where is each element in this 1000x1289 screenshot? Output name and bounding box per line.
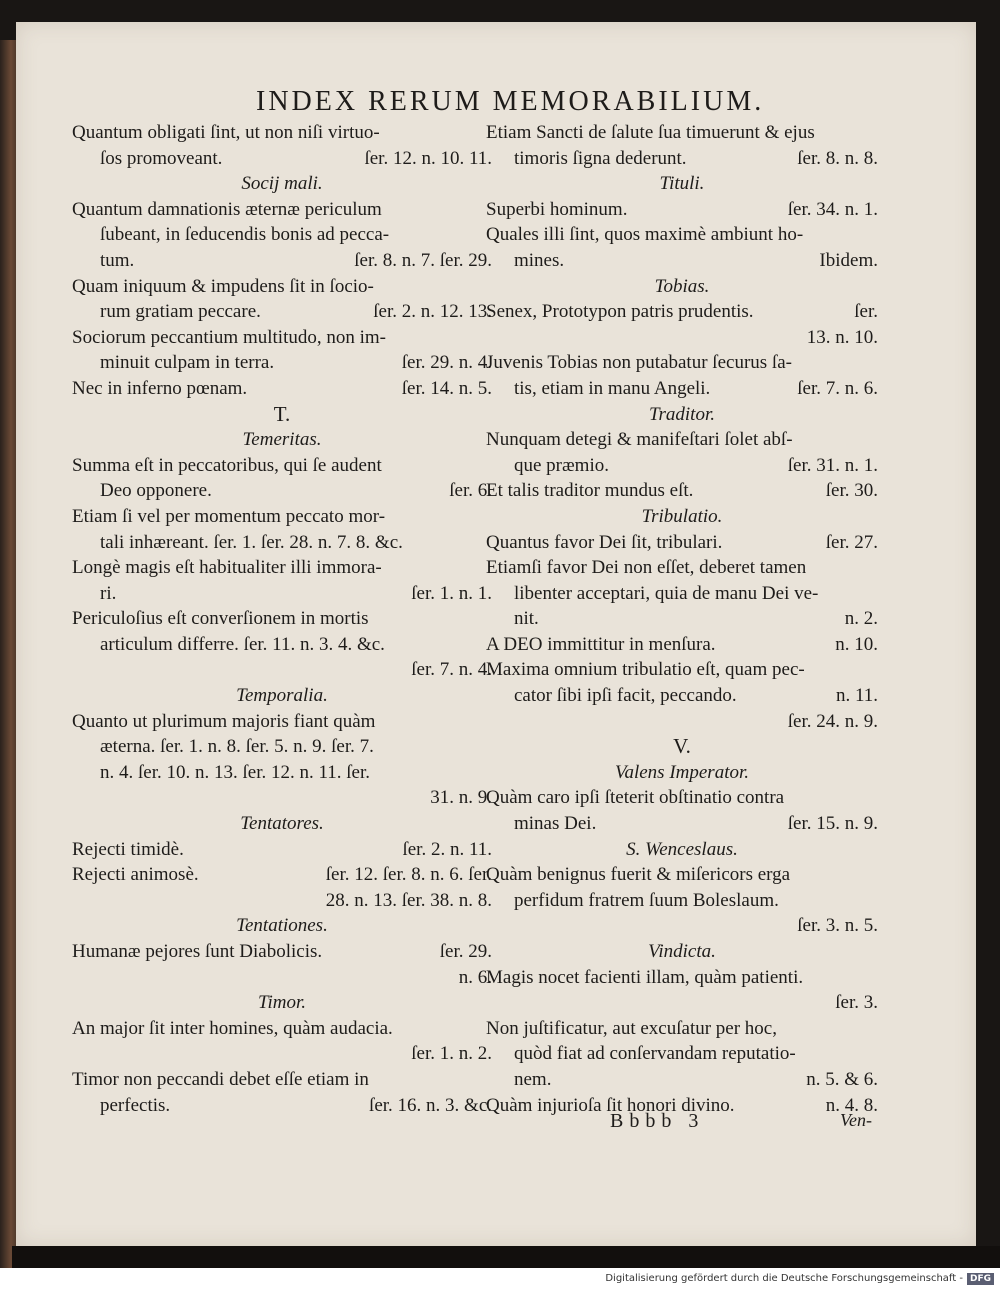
entry-reference: ſer. 6. bbox=[449, 480, 492, 502]
entry-continuation bbox=[486, 248, 878, 274]
entry-continuation bbox=[72, 299, 492, 325]
entry-continuation bbox=[72, 478, 492, 504]
index-entry bbox=[72, 453, 492, 479]
entry-text: Quantum damnationis æternæ periculum bbox=[72, 198, 382, 220]
section-letter: V. bbox=[673, 734, 691, 759]
book-bottom-edge bbox=[12, 1246, 1000, 1268]
index-entry bbox=[72, 197, 492, 223]
entry-text: n. 4. ſer. 10. n. 13. ſer. 12. n. 11. ſer. bbox=[100, 761, 371, 783]
entry-reference: ſer. 14. n. 5. bbox=[401, 377, 492, 399]
index-entry bbox=[72, 837, 492, 863]
entry-reference: n. 2. bbox=[844, 608, 878, 630]
entry-text: Maxima omnium tribulatio eſt, quam pec- bbox=[486, 659, 805, 681]
entry-continuation bbox=[72, 146, 492, 172]
index-heading: Vindicta. bbox=[648, 941, 716, 962]
entry-text: ri. bbox=[100, 582, 117, 604]
entry-text: Quantus favor Dei ſit, tribulari. bbox=[486, 531, 723, 553]
digitization-notice bbox=[0, 1268, 1000, 1289]
entry-text: Quàm benignus fuerit & miſericors erga bbox=[486, 864, 791, 886]
index-entry bbox=[486, 325, 878, 351]
entry-text: Summa eſt in peccatoribus, qui ſe audent bbox=[72, 454, 382, 476]
index-column-left bbox=[72, 120, 492, 1118]
digitization-text: Digitalisierung gefördert durch die Deutsche Forschungsgemeinschaft - bbox=[605, 1273, 963, 1284]
entry-continuation bbox=[486, 811, 878, 837]
entry-text: Magis nocet facienti illam, quàm patienti. bbox=[486, 966, 804, 988]
entry-text: Juvenis Tobias non putabatur ſecurus ſa- bbox=[486, 352, 792, 374]
entry-continuation bbox=[486, 683, 878, 709]
index-entry bbox=[72, 120, 492, 146]
entry-reference: n. 10. bbox=[835, 633, 878, 655]
index-heading: Valens Imperator. bbox=[614, 761, 750, 783]
index-heading: Tobias. bbox=[654, 275, 710, 297]
entry-continuation bbox=[486, 453, 878, 479]
entry-continuation bbox=[72, 734, 492, 760]
entry-continuation bbox=[486, 1067, 878, 1093]
index-heading: Tribulatio. bbox=[641, 505, 723, 527]
entry-reference: ſer. 7. n. 4. bbox=[411, 659, 492, 681]
entry-text: Longè magis eſt habitualiter illi immora- bbox=[72, 557, 382, 579]
entry-continuation bbox=[72, 248, 492, 274]
entry-text: tum. bbox=[100, 249, 135, 271]
entry-reference: n. 5. & 6. bbox=[806, 1068, 878, 1090]
index-entry bbox=[486, 913, 878, 939]
index-entry bbox=[486, 1016, 878, 1042]
index-entry bbox=[72, 939, 492, 965]
entry-text: perfectis. bbox=[100, 1094, 171, 1116]
index-entry bbox=[72, 709, 492, 735]
entry-reference: ſer. 1. n. 2. bbox=[411, 1043, 492, 1065]
entry-continuation bbox=[486, 1041, 878, 1067]
entry-text: libenter acceptari, quia de manu Dei ve- bbox=[514, 582, 819, 604]
entry-text: Nec in inferno pœnam. bbox=[72, 377, 248, 399]
entry-text: Periculoſius eſt converſionem in mortis bbox=[72, 608, 369, 630]
index-entry bbox=[486, 478, 878, 504]
index-entry bbox=[486, 555, 878, 581]
entry-text: Quanto ut plurimum majoris fiant quàm bbox=[72, 710, 376, 732]
entry-text: minas Dei. bbox=[514, 813, 597, 835]
entry-text: An major ſit inter homines, quàm audacia. bbox=[72, 1017, 393, 1039]
entry-text: Quantum obligati ſint, ut non niſi virtuo- bbox=[72, 122, 380, 143]
entry-text: Rejecti animosè. bbox=[72, 864, 199, 886]
entry-reference: ſer. 30. bbox=[825, 480, 878, 502]
index-entry bbox=[486, 709, 878, 735]
index-entry bbox=[486, 530, 878, 556]
entry-text: Senex, Prototypon patris prudentis. bbox=[486, 301, 754, 323]
entry-text: articulum differre. ſer. 11. n. 3. 4. &c. bbox=[100, 633, 385, 655]
entry-continuation bbox=[72, 760, 492, 786]
index-entry bbox=[72, 274, 492, 300]
index-heading: Traditor. bbox=[648, 403, 715, 425]
entry-continuation bbox=[72, 632, 492, 658]
entry-continuation bbox=[72, 222, 492, 248]
index-heading: Tentatores. bbox=[240, 813, 324, 835]
entry-reference: ſer. 24. n. 9. bbox=[787, 710, 878, 732]
entry-continuation bbox=[486, 581, 878, 607]
entry-reference: n. 4. 8. bbox=[825, 1094, 878, 1116]
signature-mark: Bbbb 3 bbox=[610, 1110, 705, 1132]
entry-continuation bbox=[72, 581, 492, 607]
entry-text: cator ſibi ipſi facit, peccando. bbox=[514, 685, 737, 707]
index-entry bbox=[486, 197, 878, 223]
entry-text: nem. bbox=[514, 1068, 552, 1090]
entry-text: Etiamſi favor Dei non eſſet, deberet tamen bbox=[486, 557, 807, 579]
index-entry bbox=[486, 785, 878, 811]
entry-reference: ſer. 3. bbox=[835, 992, 878, 1014]
entry-reference: ſer. 16. n. 3. &c. bbox=[369, 1094, 492, 1116]
entry-reference: ſer. 29. bbox=[439, 941, 492, 962]
entry-reference: ſer. 15. n. 9. bbox=[787, 813, 878, 835]
entry-reference: ſer. 2. n. 12. 13. bbox=[373, 301, 492, 323]
running-head: INDEX RERUM MEMORABILIUM. bbox=[256, 86, 765, 117]
entry-text: perfidum fratrem ſuum Boleslaum. bbox=[514, 889, 779, 911]
entry-text: Humanæ pejores ſunt Diabolicis. bbox=[72, 941, 323, 962]
entry-text: Timor non peccandi debet eſſe etiam in bbox=[72, 1068, 369, 1090]
entry-continuation bbox=[486, 376, 878, 402]
entry-continuation bbox=[72, 530, 492, 556]
entry-reference: Ibidem. bbox=[819, 249, 878, 271]
entry-reference: ſer. 8. n. 8. bbox=[797, 147, 878, 169]
index-entry bbox=[72, 606, 492, 632]
entry-text: Deo opponere. bbox=[100, 480, 212, 502]
entry-reference: ſer. 27. bbox=[825, 531, 878, 553]
entry-text: quòd fiat ad conſervandam reputatio- bbox=[514, 1043, 796, 1065]
entry-reference: n. 6. bbox=[458, 966, 492, 988]
entry-text: æterna. ſer. 1. n. 8. ſer. 5. n. 9. ſer. 7. bbox=[100, 736, 374, 758]
entry-reference: 13. n. 10. bbox=[806, 326, 878, 348]
entry-text: minuit culpam in terra. bbox=[100, 352, 275, 374]
index-entry bbox=[72, 1067, 492, 1093]
index-heading: Timor. bbox=[257, 992, 307, 1014]
entry-reference: n. 11. bbox=[835, 685, 878, 707]
entry-reference: ſer. 7. n. 6. bbox=[797, 377, 878, 399]
index-heading: Tituli. bbox=[659, 173, 705, 195]
index-entry bbox=[486, 427, 878, 453]
entry-reference: ſer. 1. n. 1. bbox=[411, 582, 492, 604]
index-entry bbox=[72, 965, 492, 991]
entry-reference: ſer. 34. n. 1. bbox=[787, 198, 878, 220]
entry-text: timoris ſigna dederunt. bbox=[514, 147, 687, 169]
index-entry bbox=[72, 862, 492, 888]
index-entry bbox=[486, 990, 878, 1016]
index-entry bbox=[486, 862, 878, 888]
index-heading: S. Wenceslaus. bbox=[626, 838, 738, 860]
index-entry bbox=[72, 1016, 492, 1042]
entry-continuation bbox=[72, 1093, 492, 1119]
entry-text: mines. bbox=[514, 249, 565, 271]
entry-text: Non juſtificatur, aut excuſatur per hoc, bbox=[486, 1017, 777, 1039]
index-entry bbox=[72, 785, 492, 811]
entry-text: Quàm caro ipſi ſteterit obſtinatio contra bbox=[486, 787, 785, 809]
index-entry bbox=[72, 1041, 492, 1067]
entry-continuation bbox=[486, 606, 878, 632]
entry-text: Superbi hominum. bbox=[486, 198, 628, 220]
dfg-logo: DFG bbox=[967, 1273, 994, 1285]
entry-text: Et talis traditor mundus eſt. bbox=[486, 480, 694, 502]
index-column-right bbox=[486, 120, 878, 1118]
index-heading: Temporalia. bbox=[236, 685, 328, 707]
entry-text: Rejecti timidè. bbox=[72, 838, 184, 860]
entry-reference: ſer. 3. n. 5. bbox=[797, 915, 878, 937]
index-entry bbox=[486, 120, 878, 146]
entry-reference: ſer. 8. n. 7. ſer. 29. bbox=[354, 249, 492, 271]
entry-text: A DEO immittitur in menſura. bbox=[486, 633, 716, 655]
entry-text: Quam iniquum & impudens ſit in ſocio- bbox=[72, 275, 374, 297]
entry-text: Nunquam detegi & manifeſtari ſolet abſ- bbox=[486, 429, 793, 451]
entry-text: Etiam Sancti de ſalute ſua timuerunt & ejus bbox=[486, 122, 815, 143]
entry-text: nit. bbox=[514, 608, 539, 630]
entry-text: ſos promoveant. bbox=[100, 147, 223, 169]
entry-continuation bbox=[72, 350, 492, 376]
entry-reference: ſer. 12. n. 10. 11. bbox=[364, 147, 492, 169]
entry-text: que præmio. bbox=[514, 454, 609, 476]
entry-text: Quàm injurioſa ſit honori divino. bbox=[486, 1094, 735, 1116]
page-footer bbox=[586, 1110, 872, 1138]
catchword: Ven- bbox=[840, 1110, 872, 1130]
index-entry bbox=[486, 299, 878, 325]
entry-text: Sociorum peccantium multitudo, non im- bbox=[72, 326, 386, 348]
entry-reference: 31. n. 9. bbox=[430, 787, 492, 809]
index-heading: Tentationes. bbox=[236, 915, 328, 937]
index-entry bbox=[72, 504, 492, 530]
index-entry bbox=[486, 657, 878, 683]
book-page bbox=[16, 22, 976, 1246]
entry-reference: ſer. 12. ſer. 8. n. 6. ſer. bbox=[325, 864, 492, 886]
index-entry bbox=[72, 888, 492, 914]
index-entry bbox=[486, 350, 878, 376]
entry-reference: ſer. 31. n. 1. bbox=[787, 454, 878, 476]
entry-continuation bbox=[486, 146, 878, 172]
index-entry bbox=[486, 965, 878, 991]
section-letter: T. bbox=[273, 401, 291, 426]
entry-text: Etiam ſi vel per momentum peccato mor- bbox=[72, 505, 386, 527]
entry-text: tis, etiam in manu Angeli. bbox=[514, 377, 711, 399]
index-entry bbox=[72, 376, 492, 402]
index-entry bbox=[486, 222, 878, 248]
index-entry bbox=[72, 657, 492, 683]
entry-reference: ſer. 29. n. 4. bbox=[401, 352, 492, 374]
entry-text: ſubeant, in ſeducendis bonis ad pecca- bbox=[100, 224, 390, 246]
entry-reference: 28. n. 13. ſer. 38. n. 8. bbox=[325, 889, 492, 911]
index-heading: Socij mali. bbox=[241, 173, 323, 195]
index-entry bbox=[72, 325, 492, 351]
index-entry bbox=[72, 555, 492, 581]
entry-reference: ſer. bbox=[854, 301, 878, 323]
entry-text: tali inhæreant. ſer. 1. ſer. 28. n. 7. 8. &c. bbox=[100, 531, 403, 553]
entry-text: Quales illi ſint, quos maximè ambiunt ho- bbox=[486, 224, 804, 246]
entry-reference: ſer. 2. n. 11. bbox=[402, 838, 492, 860]
index-entry bbox=[486, 632, 878, 658]
entry-text: rum gratiam peccare. bbox=[100, 301, 261, 323]
index-heading: Temeritas. bbox=[242, 429, 322, 451]
entry-continuation bbox=[486, 888, 878, 914]
